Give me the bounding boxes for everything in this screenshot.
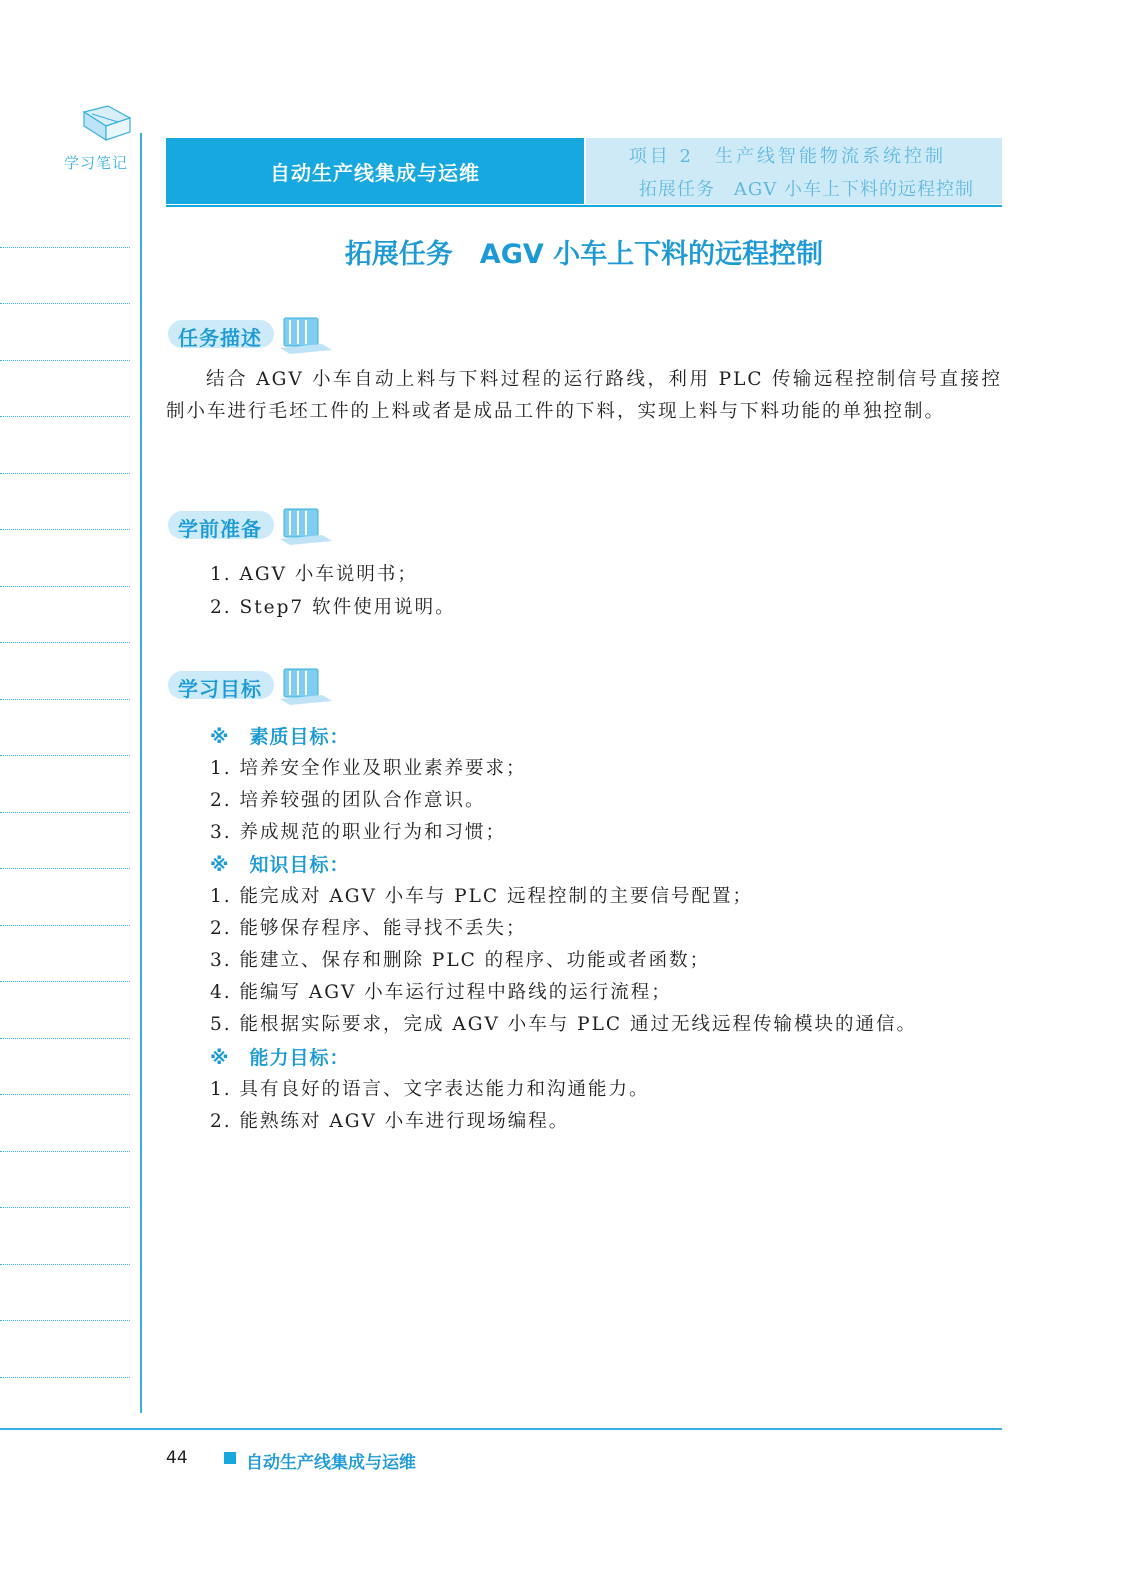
list-item: 1. 培养安全作业及职业素养要求； — [210, 758, 527, 779]
list-item: 2. 能熟练对 AGV 小车进行现场编程。 — [210, 1111, 570, 1132]
note-line — [0, 1377, 130, 1378]
note-line — [0, 473, 130, 474]
section-tag-goals — [168, 665, 338, 705]
note-line — [0, 1151, 130, 1152]
section-tag-prep — [168, 505, 338, 545]
page-number: 44 — [166, 1448, 188, 1468]
task-title: 拓展任务 AGV 小车上下料的远程控制 — [638, 179, 974, 200]
list-item: 2. 能够保存程序、能寻找不丢失； — [210, 918, 527, 939]
book-title-banner — [166, 138, 584, 204]
quality-goals-heading: ※ 素质目标： — [210, 726, 350, 748]
note-line — [0, 303, 130, 304]
list-item: 5. 能根据实际要求，完成 AGV 小车与 PLC 通过无线远程传输模块的通信。 — [210, 1014, 917, 1035]
list-item: 1. 具有良好的语言、文字表达能力和沟通能力。 — [210, 1079, 650, 1100]
list-item: 3. 能建立、保存和删除 PLC 的程序、功能或者函数； — [210, 950, 711, 971]
section-label: 学习目标 — [178, 677, 262, 701]
note-line — [0, 1094, 130, 1095]
list-item: 3. 养成规范的职业行为和习惯； — [210, 822, 507, 843]
header-rule — [166, 205, 1002, 207]
note-line — [0, 247, 130, 248]
list-item: 2. Step7 软件使用说明。 — [210, 597, 456, 618]
square-bullet-icon — [224, 1452, 236, 1464]
note-line — [0, 1264, 130, 1265]
list-item: 4. 能编写 AGV 小车运行过程中路线的运行流程； — [210, 982, 672, 1003]
note-line — [0, 586, 130, 587]
note-line — [0, 1207, 130, 1208]
note-line — [0, 925, 130, 926]
books-icon — [278, 505, 334, 545]
section-label: 任务描述 — [178, 326, 262, 350]
note-line — [0, 529, 130, 530]
note-line — [0, 812, 130, 813]
project-title: 项目 2 生产线智能物流系统控制 — [628, 146, 946, 167]
note-line — [0, 1038, 130, 1039]
list-item: 2. 培养较强的团队合作意识。 — [210, 790, 486, 811]
project-banner — [586, 138, 1002, 204]
note-line — [0, 360, 130, 361]
study-notes-label: 学习笔记 — [64, 154, 129, 172]
task-description: 结合 AGV 小车自动上料与下料过程的运行路线，利用 PLC 传输远程控制信号直接控制小车进行毛坯工件的上料或者是成品工件的下料，实现上料与下料功能的单独控制。 — [166, 369, 1002, 422]
footer-book-title: 自动生产线集成与运维 — [246, 1453, 416, 1473]
note-line — [0, 755, 130, 756]
page-title: 拓展任务 AGV 小车上下料的远程控制 — [344, 239, 824, 270]
books-icon — [278, 665, 334, 705]
books-icon — [278, 314, 334, 354]
note-line — [0, 981, 130, 982]
ability-goals-heading: ※ 能力目标： — [210, 1047, 350, 1069]
note-line — [0, 1320, 130, 1321]
margin-rule — [140, 133, 142, 1413]
note-line — [0, 642, 130, 643]
list-item: 1. 能完成对 AGV 小车与 PLC 远程控制的主要信号配置； — [210, 886, 753, 907]
note-line — [0, 416, 130, 417]
notebook-icon — [78, 104, 134, 144]
knowledge-goals-heading: ※ 知识目标： — [210, 854, 350, 876]
list-item: 1. AGV 小车说明书； — [210, 564, 418, 585]
note-line — [0, 868, 130, 869]
section-label: 学前准备 — [178, 517, 262, 541]
book-title: 自动生产线集成与运维 — [270, 160, 480, 185]
section-tag-task — [168, 314, 338, 354]
note-line — [0, 699, 130, 700]
footer-rule — [0, 1428, 1002, 1430]
